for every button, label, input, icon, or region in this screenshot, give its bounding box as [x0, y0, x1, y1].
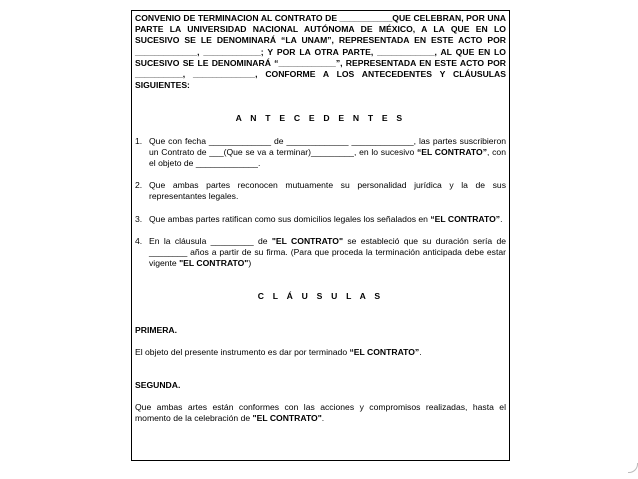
item-bold-2: "EL CONTRATO"	[179, 258, 249, 269]
item-text-end: )	[248, 258, 252, 269]
item-number: 1.	[135, 135, 143, 146]
clause-segunda-title: SEGUNDA.	[135, 380, 181, 391]
item-text: Que ambas partes ratifican como sus domicilios legales los señalados en	[149, 213, 431, 224]
clause-primera-title: PRIMERA.	[135, 324, 178, 335]
clause-text-end: .	[419, 346, 422, 357]
clausulas-heading: C L Á U S U L A S	[257, 291, 384, 302]
antecedentes-heading: A N T E C E D E N T E S	[235, 113, 406, 124]
item-text-mid: se estableció que su duración sería de ________ años a partir de su firma. (Para que proceda la terminación anticipada debe estar vigente	[149, 235, 506, 269]
item-text: Que ambas partes reconocen mutuamente su personalidad jurídica y la de sus representantes legales.	[149, 180, 506, 202]
clause-primera-text	[135, 347, 506, 358]
document-page	[131, 10, 510, 461]
agreement-intro: CONVENIO DE TERMINACION AL CONTRATO DE ___________QUE CELEBRAN, POR UNA PARTE LA UNIVERSIDAD NACIONAL AUTÓNOMA DE MÉXICO, A LA QUE EN LO SUCESIVO SE LE DENOMINARÁ “LA UNAM”, REPRESENTADA EN ESTE ACTO POR _____________, ____________; Y POR LA OTRA PARTE, ____________, AL QUE EN LO SUCESIVO SE LE DENOMINARÁ “____________”, REPRESENTADA EN ESTE ACTO POR __________, _____________, CONFORME A LOS ANTECEDENTES Y CLÁUSULAS SIGUIENTES:	[135, 13, 506, 91]
antecedente-item-2	[135, 180, 506, 202]
antecedente-item-4	[135, 236, 506, 270]
clause-text-end: .	[321, 413, 325, 424]
clause-text: Que ambas artes están conformes con las acciones y compromisos realizadas, hasta el momento de la celebración de	[135, 402, 506, 424]
item-text: En la cláusula _________ de	[149, 235, 272, 246]
clause-text: El objeto del presente instrumento es dar por terminado	[135, 346, 350, 357]
item-number: 3.	[135, 213, 143, 224]
item-bold: “EL CONTRATO”	[430, 213, 501, 224]
clause-bold: "EL CONTRATO"	[252, 413, 322, 424]
page-corner-decoration	[628, 463, 638, 473]
item-number: 2.	[135, 180, 143, 191]
antecedente-item-3	[135, 214, 506, 225]
item-text-end: .	[500, 213, 503, 224]
antecedente-item-1	[135, 136, 506, 170]
clause-bold: “EL CONTRATO”	[349, 346, 420, 357]
item-bold: “EL CONTRATO”	[416, 146, 488, 157]
item-text-end: , con el objeto de _____________.	[149, 146, 506, 169]
clause-segunda-text	[135, 402, 506, 424]
item-text: Que con fecha _____________ de _____________ _____________, las partes suscribieron un Contrato de ___(Que se va a terminar)_________, en lo sucesivo	[149, 135, 506, 157]
item-bold: "EL CONTRATO"	[271, 235, 344, 246]
item-number: 4.	[135, 235, 143, 246]
